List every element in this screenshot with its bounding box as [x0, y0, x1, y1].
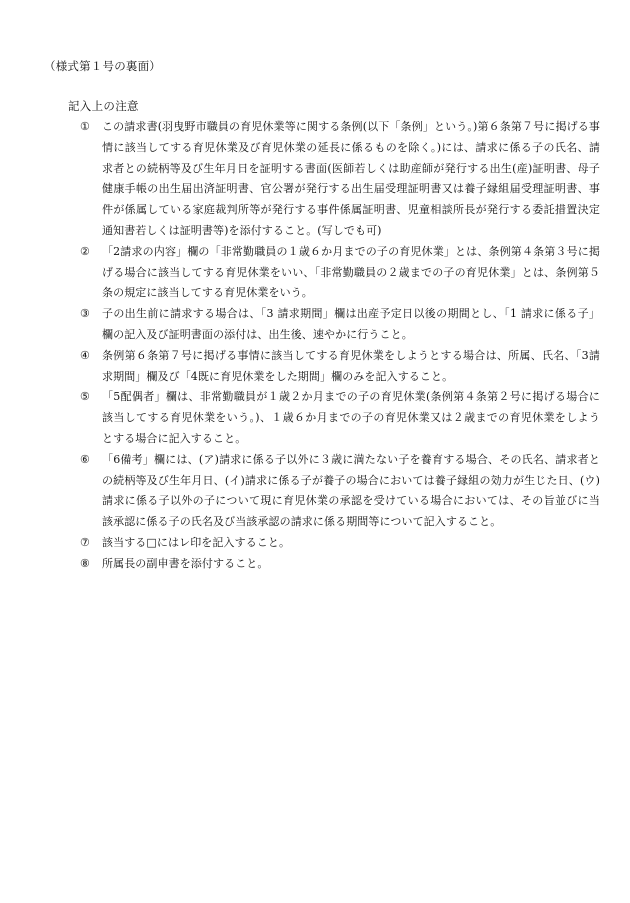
instruction-number: ② — [80, 244, 90, 258]
instruction-number: ④ — [80, 348, 90, 362]
instruction-text: 「5配偶者」欄は、非常勤職員が１歳２か月までの子の育児休業(条例第４条第２号に掲げる場合に該当してする育児休業をいう。)、１歳６か月までの子の育児休業又は２歳までの育児休業をしようとする場合に記入すること。 — [102, 390, 600, 445]
instruction-text: 所属長の副申書を添付すること。 — [102, 556, 269, 570]
instruction-number: ⑧ — [80, 556, 90, 570]
instruction-item-2 — [80, 242, 600, 304]
instruction-number: ⑦ — [80, 535, 90, 549]
instruction-text: 「6備考」欄には、(ア)請求に係る子以外に３歳に満たない子を養育する場合、その氏名、請求者との続柄等及び生年月日、(イ)請求に係る子が養子の場合においては養子縁組の効力が生じた日、(ウ)請求に係る子以外の子について現に育児休業の承認を受けている場合においては、その旨並びに当該承認に係る子の氏名及び当該承認の請求に係る期間等について記入すること。 — [102, 452, 600, 529]
instruction-number: ⑥ — [80, 452, 90, 466]
instruction-item-3 — [80, 304, 600, 346]
instruction-text: 該当する□にはレ印を記入すること。 — [102, 535, 291, 549]
instruction-item-6 — [80, 450, 600, 533]
instruction-item-8 — [80, 554, 600, 575]
instruction-text: 子の出生前に請求する場合は、「3 請求期間」欄は出産予定日以後の期間とし、「1 請求に係る子」欄の記入及び証明書面の添付は、出生後、速やかに行うこと。 — [102, 307, 600, 341]
instructions-list — [80, 117, 600, 575]
instruction-item-7 — [80, 533, 600, 554]
instruction-item-1 — [80, 117, 600, 242]
instruction-number: ⑤ — [80, 390, 90, 404]
instruction-text: 「2請求の内容」欄の「非常勤職員の１歳６か月までの子の育児休業」とは、条例第４条第３号に掲げる場合に該当してする育児休業をいい、「非常勤職員の２歳までの子の育児休業」とは、条例第５条の規定に該当してする育児休業をいう。 — [102, 244, 600, 300]
instructions-heading: 記入上の注意 — [68, 99, 139, 113]
instruction-number: ① — [80, 120, 90, 133]
instruction-item-5 — [80, 387, 600, 449]
instruction-text: 条例第６条第７号に掲げる事情に該当してする育児休業をしようとする場合は、所属、氏名、「3請求期間」欄及び「4既に育児休業をした期間」欄のみを記入すること。 — [102, 348, 600, 383]
instruction-number: ③ — [80, 307, 90, 321]
instruction-text: この請求書(羽曳野市職員の育児休業等に関する条例(以下「条例」という。)第６条第７号に掲げる事情に該当してする育児休業及び育児休業の延長に係るものを除く。)には、請求に係る子の氏名、請求者との続柄等及び生年月日を証明する書面(医師若しくは助産師が発行する出生(産)証明書、母子健康手帳の出生届出済証明書、官公署が発行する出生届受理証明書又は養子縁組届受理証明書、事件が係属している家庭裁判所等が発行する事件係属証明書、児童相談所長が発行する委託措置決定通知書若しくは証明書等)を添付すること。(写しでも可) — [102, 120, 600, 237]
form-reference: （様式第１号の裏面） — [44, 59, 161, 73]
instruction-item-4 — [80, 346, 600, 388]
